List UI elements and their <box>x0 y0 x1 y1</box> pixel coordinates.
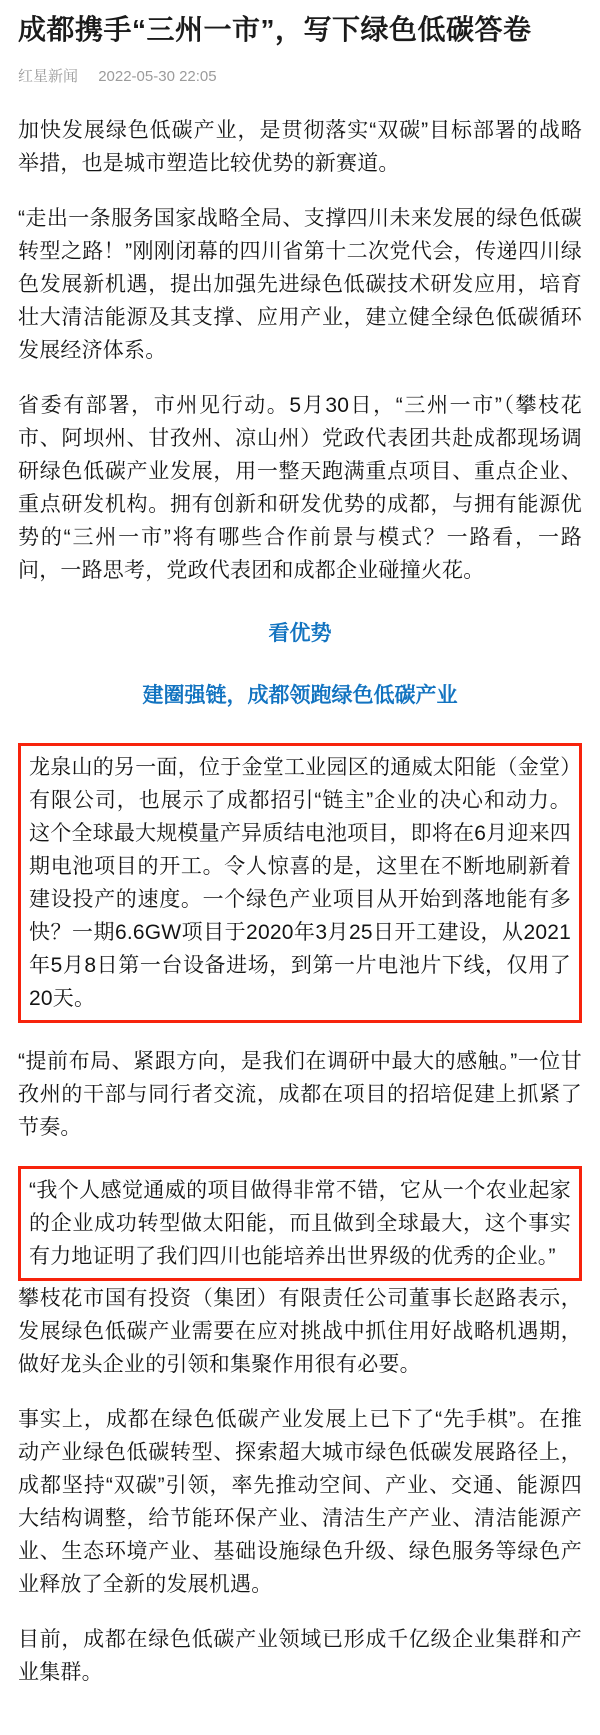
publish-time: 2022-05-30 22:05 <box>98 67 217 85</box>
source-name: 红星新闻 <box>18 67 79 85</box>
highlight-box-quote <box>18 1166 582 1281</box>
highlight-box-tongwei-project <box>18 743 582 1023</box>
paragraph-ganzi-cadre: “提前布局、紧跟方向，是我们在调研中最大的感触。”一位甘孜州的干部与同行者交流，成都在项目的招培促建上抓紧了节奏。 <box>18 1049 582 1139</box>
article-title: 成都携手“三州一市”，写下绿色低碳答卷 <box>18 14 532 45</box>
article-body <box>18 114 582 1689</box>
paragraph-zhaolu-statement: 攀枝花市国有投资（集团）有限责任公司董事长赵路表示，发展绿色低碳产业需要在应对挑战中抓住用好战略机遇期，做好龙头企业的引领和集聚作用很有必要。 <box>18 1286 582 1376</box>
paragraph-first-move: 事实上，成都在绿色低碳产业发展上已下了“先手棋”。在推动产业绿色低碳转型、探索超大城市绿色低碳发展路径上，成都坚持“双碳”引领，率先推动空间、产业、交通、能源四大结构调整，给节能环保产业、清洁生产产业、清洁能源产业、生态环境产业、基础设施绿色升级、绿色服务等绿色产业释放了全新的发展机遇。 <box>18 1407 582 1596</box>
section-heading-advantages: 看优势 <box>268 621 332 645</box>
highlighted-quote: “我个人感觉通威的项目做得非常不错，它从一个农业起家的企业成功转型做太阳能，而且做到全球最大，这个事实有力地证明了我们四川也能培养出世界级的优秀的企业。” <box>29 1178 571 1268</box>
paragraph-delegation-visit: 省委有部署，市州见行动。5月30日，“三州一市”（攀枝花市、阿坝州、甘孜州、凉山州）党政代表团共赴成都现场调研绿色低碳产业发展，用一整天跑满重点项目、重点企业、重点研发机构。拥有创新和研发优势的成都，与拥有能源优势的“三州一市”将有哪些合作前景与模式？一路看，一路问，一路思考，党政代表团和成都企业碰撞火花。 <box>18 393 582 582</box>
highlighted-paragraph: 龙泉山的另一面，位于金堂工业园区的通威太阳能（金堂）有限公司，也展示了成都招引“链主”企业的决心和动力。这个全球最大规模量产异质结电池项目，即将在6月迎来四期电池项目的开工。令人惊喜的是，这里在不断地刷新着建设投产的速度。一个绿色产业项目从开始到落地能有多快？一期6.6GW项目于2020年3月25日开工建设，从2021年5月8日第一台设备进场，到第一片电池片下线，仅用了20天。 <box>29 755 571 1010</box>
paragraph-intro: 加快发展绿色低碳产业，是贯彻落实“双碳”目标部署的战略举措，也是城市塑造比较优势的新赛道。 <box>18 118 582 175</box>
paragraph-party-congress: “走出一条服务国家战略全局、支撑四川未来发展的绿色低碳转型之路！”刚刚闭幕的四川省第十二次党代会，传递四川绿色发展新机遇，提出加强先进绿色低碳技术研发应用，培育壮大清洁能源及其支撑、应用产业，建立健全绿色低碳循环发展经济体系。 <box>18 206 582 362</box>
article-meta <box>18 65 582 86</box>
paragraph-cluster-conclusion: 目前，成都在绿色低碳产业领域已形成千亿级企业集群和产业集群。 <box>18 1627 582 1684</box>
section-heading-chain-building: 建圈强链，成都领跑绿色低碳产业 <box>142 683 458 707</box>
